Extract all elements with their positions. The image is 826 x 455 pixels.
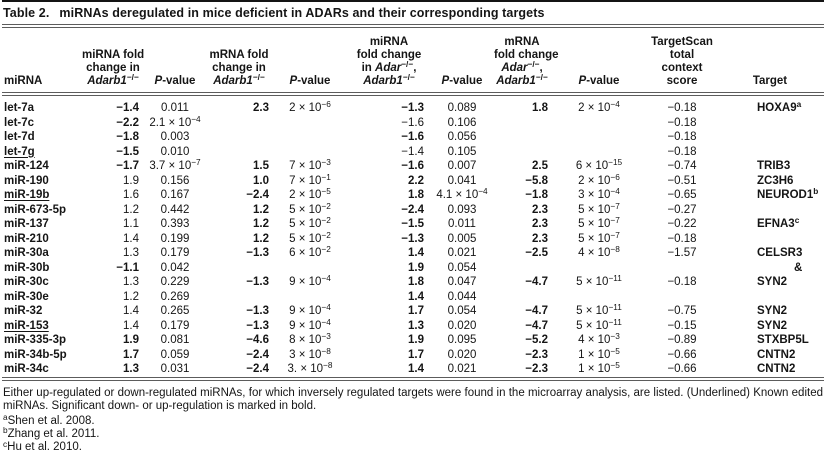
table-cell: 0.010 [160, 145, 190, 158]
table-cell: $6 \times 10^{-2}$ [289, 245, 331, 259]
table-cell: −1.57 [667, 247, 697, 259]
table-notes [2, 381, 824, 455]
table-cell: 0.056 [447, 131, 477, 143]
table-cell: $5 \times 10^{-2}$ [289, 230, 331, 245]
table-cell [550, 116, 648, 131]
table-row [2, 246, 824, 261]
table-cell: 0.041 [447, 174, 477, 187]
header-row [2, 28, 824, 94]
table-cell: 1.4 [123, 232, 139, 245]
footnote: $^b$Zhang et al. 2011. [3, 426, 100, 440]
table-cell: −1.5 [116, 145, 139, 158]
table-cell: miR-137 [4, 218, 49, 230]
table-cell: −0.66 [667, 348, 697, 361]
table-cell: 0.393 [160, 218, 190, 230]
table-cell: let-7c [4, 116, 35, 129]
column-header: P-value [550, 28, 648, 94]
table-cell [550, 130, 648, 145]
table-cell: $5 \times 10^{-7}$ [578, 216, 620, 230]
table-cell [494, 290, 550, 305]
table-cell: $3 \times 10^{-8}$ [289, 346, 331, 361]
column-header: P-value [144, 28, 206, 94]
table-cell [716, 232, 824, 247]
table-cell: −0.27 [667, 203, 697, 216]
table-cell [550, 261, 648, 276]
table-cell: $5 \times 10^{-11}$ [576, 317, 622, 332]
table-cell: 1.9 [123, 174, 139, 187]
table-cell: miR-190 [4, 174, 49, 187]
table-cell [550, 290, 648, 305]
table-cell: miR-335-3p [4, 334, 66, 346]
table-cell: miR-30e [4, 290, 49, 303]
table-cell: −2.4 [246, 189, 269, 201]
table-cell: −1.5 [401, 218, 424, 230]
table-cell: $5 \times 10^{-2}$ [289, 201, 331, 216]
table-cell: 1.2 [253, 203, 269, 216]
table-cell: −4.6 [246, 334, 269, 346]
table-cell: $2 \times 10^{-6}$ [578, 172, 620, 187]
table-cell: 0.005 [447, 232, 477, 245]
column-header: P-value [272, 28, 348, 94]
table-cell: EFNA3$^c$ [757, 216, 800, 230]
table-cell: 2.3 [253, 102, 269, 114]
table-cell: −0.66 [667, 363, 697, 375]
table-cell: 0.179 [160, 247, 190, 259]
table-cell: 0.105 [447, 145, 477, 158]
table-cell: $5 \times 10^{-11}$ [576, 303, 622, 317]
table-cell: 1.5 [253, 160, 269, 172]
table-cell: $4.1 \times 10^{-4}$ [436, 187, 488, 201]
table-cell: 1.9 [408, 261, 424, 274]
footnotes [2, 414, 824, 455]
table-cell: $1 \times 10^{-5}$ [578, 346, 620, 361]
table-cell: 0.047 [447, 276, 477, 288]
table-cell: SYN2 [757, 305, 788, 317]
table-cell: −1.3 [246, 276, 269, 288]
table-row [2, 290, 824, 305]
table-caption: Either up-regulated or down-regulated miRNAs, for which inversely regulated targets were found in the microarray analysis, are listed. (Underlined) Known edited miRNAs. Significant down- or up-regulation is marked in bold. [3, 386, 823, 412]
mirna-table [2, 28, 824, 381]
column-header: miRNA fold change in Adar−/−, Adarb1−/− [348, 28, 430, 94]
table-cell: −0.18 [667, 102, 697, 114]
table-cell [206, 145, 272, 160]
table-cell: $5 \times 10^{-7}$ [578, 230, 620, 245]
table-cell: −4.7 [525, 276, 548, 288]
table-cell: 1.2 [253, 232, 269, 245]
table-cell: 3. × $10^{-8}$ [287, 361, 333, 375]
table-cell: 0.106 [447, 116, 477, 129]
table-cell: −2.4 [246, 363, 269, 375]
table-cell: $9 \times 10^{-4}$ [289, 274, 331, 288]
table-cell: 0.229 [160, 276, 190, 288]
table-cell: 0.021 [447, 363, 477, 375]
table-row [2, 217, 824, 232]
column-header: miRNA fold change in Adarb1−/− [82, 28, 144, 94]
table-cell: miR-34b-5p [4, 348, 67, 361]
table-cell: 1.9 [408, 334, 424, 346]
table-cell: 0.167 [160, 189, 190, 201]
table-cell: 1.4 [123, 319, 139, 332]
table-cell: 1.9 [123, 334, 139, 346]
table-cell: 0.003 [160, 131, 190, 143]
table-row [2, 159, 824, 174]
table-row [2, 348, 824, 363]
table-cell: $3 \times 10^{-4}$ [578, 187, 620, 201]
table-cell: −0.65 [667, 189, 697, 201]
column-header: P-value [430, 28, 494, 94]
table-cell: −1.8 [116, 131, 139, 143]
table-cell: −2.3 [525, 348, 548, 361]
table-cell: −1.6 [401, 131, 424, 143]
table-cell: $4 \times 10^{-8}$ [578, 245, 620, 259]
table-cell: 0.042 [160, 261, 190, 274]
table-cell: let-7a [4, 102, 35, 114]
table-cell: $2 \times 10^{-5}$ [289, 187, 331, 201]
table-cell [272, 116, 348, 131]
table-cell: miR-34c [4, 363, 49, 375]
table-cell: 0.095 [447, 334, 477, 346]
table-cell [716, 145, 824, 160]
table-cell: $5 \times 10^{-2}$ [289, 216, 331, 230]
table-cell: 2.2 [408, 174, 424, 187]
table-cell: −1.4 [401, 145, 424, 158]
table-cell: 0.011 [161, 102, 189, 114]
table-cell: −5.2 [525, 334, 548, 346]
table-cell [272, 261, 348, 276]
table-cell: 1.6 [123, 189, 139, 201]
table-cell: $3.7 \times 10^{-7}$ [149, 158, 201, 172]
table-cell: −1.7 [116, 160, 139, 172]
table-row [2, 145, 824, 160]
table-cell: 1.3 [123, 363, 139, 375]
table-cell: 1.8 [408, 189, 424, 201]
table-cell: 1.2 [123, 290, 139, 303]
table-title-text: miRNAs deregulated in mice deficient in ADARs and their corresponding targets [59, 6, 545, 20]
table-cell: 0.044 [447, 290, 477, 303]
table-cell: 2.3 [532, 203, 548, 216]
table-cell: 1.8 [532, 102, 548, 114]
table-cell: −0.15 [667, 319, 697, 332]
table-cell: $6 \times 10^{-15}$ [575, 158, 623, 172]
table-cell [494, 116, 550, 131]
table-cell: 0.007 [447, 160, 477, 172]
column-header: TargetScan total context score [648, 28, 716, 94]
table-cell [272, 145, 348, 160]
table-cell [716, 116, 824, 131]
table-cell: 0.021 [447, 247, 477, 259]
table-cell [716, 203, 824, 218]
table-cell [648, 261, 716, 276]
table-cell: miR-32 [4, 305, 43, 317]
table-row [2, 275, 824, 290]
table-row [2, 203, 824, 218]
table-cell: 1.7 [123, 348, 139, 361]
table-cell: miR-673-5p [4, 203, 66, 216]
table-cell: −0.75 [667, 305, 697, 317]
table-row [2, 333, 824, 348]
table-cell: miR-153 [4, 319, 49, 332]
table-cell: let-7g [4, 145, 35, 158]
table-cell: −0.89 [667, 334, 697, 346]
table-cell: 0.081 [160, 334, 190, 346]
table-cell: −5.8 [525, 174, 548, 187]
table-cell [716, 290, 824, 305]
table-cell: −0.18 [667, 232, 697, 245]
table-cell: $5 \times 10^{-7}$ [578, 201, 620, 216]
table-cell: 1.4 [408, 290, 424, 303]
table-cell: $5 \times 10^{-11}$ [576, 274, 622, 288]
table-cell [716, 130, 824, 145]
table-cell: $9 \times 10^{-4}$ [289, 317, 331, 332]
table-cell: $4 \times 10^{-3}$ [578, 332, 620, 346]
table-cell: 1.8 [408, 276, 424, 288]
table-cell: 0.199 [160, 232, 190, 245]
table-cell: −1.3 [246, 305, 269, 317]
table-cell: 1.4 [408, 363, 424, 375]
table-row [2, 188, 824, 203]
table-cell: −4.7 [525, 305, 548, 317]
table-cell: miR-30c [4, 276, 49, 288]
table-cell [648, 290, 716, 305]
table-cell: CNTN2 [757, 363, 796, 375]
table-cell: −0.74 [667, 160, 697, 172]
table-cell: −1.8 [525, 189, 548, 201]
table-cell: HOXA9$^a$ [757, 100, 802, 114]
table-cell: 2.3 [532, 218, 548, 230]
table-cell: let-7d [4, 131, 35, 143]
table-cell: $2 \times 10^{-4}$ [578, 100, 620, 114]
table-cell: −2.2 [116, 116, 139, 129]
table-cell: 0.011 [448, 218, 476, 230]
table-cell: CELSR3 [757, 247, 803, 259]
table-cell: 1.4 [123, 305, 139, 317]
table-cell: −0.18 [667, 276, 697, 288]
table-cell: 0.156 [160, 174, 190, 187]
table-row [2, 261, 824, 276]
table-cell: $7 \times 10^{-1}$ [289, 172, 331, 187]
table-cell: 1.1 [123, 218, 139, 230]
table-cell: $8 \times 10^{-3}$ [289, 332, 331, 346]
table-title [2, 2, 824, 24]
table-cell: miR-30a [4, 247, 49, 259]
table-cell [206, 290, 272, 305]
table-cell: −1.1 [116, 261, 139, 274]
table-cell: −1.3 [246, 319, 269, 332]
table-cell [494, 130, 550, 145]
table-cell: 0.089 [447, 102, 477, 114]
table-cell: ZC3H6 [757, 174, 794, 187]
table-cell: 1.2 [253, 218, 269, 230]
table-cell: −1.3 [246, 247, 269, 259]
table-cell: −2.5 [525, 247, 548, 259]
table-row [2, 319, 824, 334]
table-cell [272, 130, 348, 145]
table-cell: 1.3 [123, 276, 139, 288]
table-cell: 1.3 [123, 247, 139, 259]
table-cell: CNTN2 [757, 348, 796, 361]
table-cell: 0.265 [160, 305, 190, 317]
table-cell [550, 145, 648, 160]
table-cell: 2.5 [532, 160, 548, 172]
table-cell: miR-124 [4, 160, 49, 172]
table-cell [206, 116, 272, 131]
table-cell: 0.054 [447, 261, 477, 274]
table-cell: −1.4 [116, 102, 139, 114]
table-cell: −0.18 [667, 116, 697, 129]
table-cell: 1.7 [408, 305, 424, 317]
table-cell [206, 261, 272, 276]
table-cell: NEUROD1$^b$ [757, 187, 819, 201]
table-cell: 1.3 [408, 319, 424, 332]
column-header: mRNA fold change Adar−/−, Adarb1−/− [494, 28, 550, 94]
table-cell: −0.18 [667, 131, 697, 143]
table-cell: 0.054 [447, 305, 477, 317]
table-cell: STXBP5L [757, 334, 809, 346]
table-cell: −0.18 [667, 145, 697, 158]
column-header: miRNA [2, 28, 82, 94]
table-cell: −1.6 [401, 160, 424, 172]
table-number-label: Table 2. [3, 6, 50, 20]
table-row [2, 232, 824, 247]
table-cell: −1.3 [401, 232, 424, 245]
table-cell: & [794, 261, 803, 274]
table-cell: 0.269 [160, 290, 190, 303]
table-row [2, 130, 824, 145]
column-header: Target [716, 28, 824, 94]
table-cell: −2.4 [401, 203, 424, 216]
table-body [2, 94, 824, 379]
table-cell: −0.22 [667, 218, 697, 230]
table-cell: −1.6 [401, 116, 424, 129]
table-cell [272, 290, 348, 305]
table-row [2, 116, 824, 131]
table-cell: −4.7 [525, 319, 548, 332]
table-cell [206, 130, 272, 145]
table-cell: −2.3 [525, 363, 548, 375]
table-row [2, 304, 824, 319]
column-header: mRNA fold change in Adarb1−/− [206, 28, 272, 94]
table-cell [494, 145, 550, 160]
table-row [2, 94, 824, 116]
table-cell [494, 261, 550, 276]
table-cell: 0.059 [160, 348, 190, 361]
table-row [2, 362, 824, 379]
table-row [2, 174, 824, 189]
table-cell: 1.7 [408, 348, 424, 361]
table-cell: 0.179 [160, 319, 190, 332]
table-cell: miR-19b [4, 189, 50, 201]
table-cell: 0.020 [447, 348, 477, 361]
table-cell: miR-30b [4, 261, 50, 274]
table-cell: $2 \times 10^{-6}$ [289, 100, 331, 114]
table-cell: 0.093 [447, 203, 477, 216]
table-cell: −1.3 [401, 102, 424, 114]
table-cell: SYN2 [757, 276, 788, 288]
table-cell: 2.3 [532, 232, 548, 245]
table-cell: −2.4 [246, 348, 269, 361]
table-cell: 1.4 [408, 247, 424, 259]
table-cell: $9 \times 10^{-4}$ [289, 303, 331, 317]
footnote: $^a$Shen et al. 2008. [3, 412, 95, 427]
table-cell: 1.0 [253, 174, 269, 187]
table-cell: SYN2 [757, 319, 788, 332]
table-cell: TRIB3 [757, 160, 791, 172]
table-cell: 0.020 [447, 319, 477, 332]
table-cell: miR-210 [4, 232, 49, 245]
table-cell: $1 \times 10^{-5}$ [578, 361, 620, 375]
table-cell: $7 \times 10^{-3}$ [289, 158, 331, 172]
table-cell: 0.031 [160, 363, 190, 375]
table-cell: $2.1 \times 10^{-4}$ [149, 114, 201, 129]
footnote: $^c$Hu et al. 2010. [3, 439, 82, 454]
table-cell: 0.442 [160, 203, 190, 216]
table-cell: 1.2 [123, 203, 139, 216]
table-cell: −0.51 [667, 174, 697, 187]
